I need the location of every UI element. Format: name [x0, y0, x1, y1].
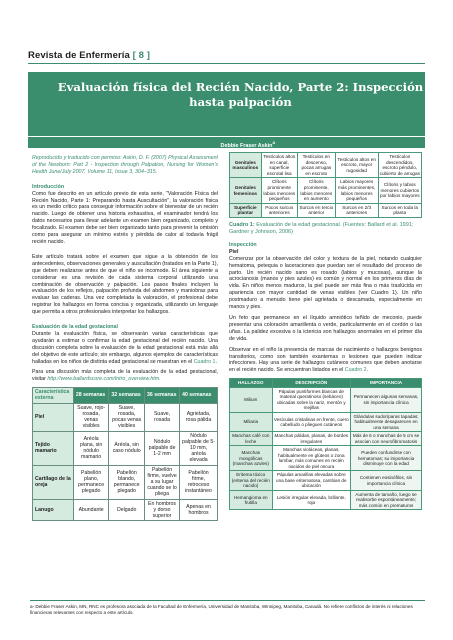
table-row-header: Piel: [33, 403, 74, 431]
right-column: [229, 152, 422, 510]
table-cell: Testículos descendidos, escroto péndulo, cubierto de arrugas: [378, 153, 421, 178]
table-header-cell: 36 semanas: [145, 388, 180, 403]
table-header-cell: Característica externa: [33, 388, 74, 403]
table-cell: Testículos altos en escroto, mayor rugosidad: [335, 153, 378, 178]
ballard-link[interactable]: http://www.ballardscore.com/intro_overview.htm.: [47, 376, 161, 383]
skin-paragraph-2: Un feto que permanece en el líquido amniótico teñido de meconio, puede presentar una coloración amarillenta o verde, particularmente en el cordón o las uñas. La palidez excesiva o la ictericia son hallazgos anormales en el primer día de vida.: [229, 315, 422, 342]
table-cell: Pabellón firme, vuelve a su lugar cuando se lo pliega: [145, 465, 180, 499]
table-cell: Surcos en toda la planta: [378, 203, 421, 217]
table-cell: Pápulas amarillas elevadas sobre una base eritematosa, cambian de ubicación: [272, 471, 351, 491]
intro-heading: Introducción: [32, 183, 65, 190]
skin-text-3: Observar en el niño la presencia de marcas de nacimiento o hallazgos benignos transitorios, como son también exantemas o lesiones que pueden indicar infecciones. Hay una serie de hallazgos cutáneos comunes que deben anotarse en el recién nacido. Se encuentran listados en el: [229, 346, 422, 374]
table-cell: Abundante: [73, 499, 108, 521]
table-cell: Testículos altos en canal, superficie escrotal lisa: [261, 153, 297, 178]
table-row: [230, 490, 422, 510]
table-row-header: Eritema tóxico (eritema del recién nacido): [230, 471, 273, 491]
journal-name: Revista de Enfermería: [28, 50, 130, 61]
caption-label: Cuadro 1:: [229, 221, 255, 228]
caption-text: Evaluación de la edad gestacional. (Fuentes: Ballard et al. 1991; Gardner y Johnson, 2006): [229, 221, 414, 235]
table-header-row: [230, 379, 422, 388]
table-cell: Más de 6 o manchas de 5 cm se asocian con neurofibromatosis: [351, 432, 422, 446]
table-header-row: [33, 388, 218, 403]
left-column: [32, 152, 218, 521]
table-cell: Agrietada, rosa pálida: [180, 403, 218, 431]
reproduction-note: Reproducido y traducido con permiso: Askin, D. F. (2007) Physical Assessment of the Newborn: Part 2 - Inspection through Palpation, Nursing for Women's Health June/July 2007, Volume 11, Issue 3, 304–315.: [32, 155, 218, 175]
gestational-table-part2: [229, 152, 422, 218]
skin-paragraph-1: Comenzar por la observación del color y textura de la piel, notando cualquier hematoma, petequia o laceraciones que puedan ser el resultado del proceso de parto. Un recién nacido sano es rosado (labios y mucosas), aunque la acrocianosis (manos y pies azules) es común y normal en los primeros días de vida. En niños menos maduros, la piel puede ser más fina o más traslúcida en apariencia con mayor cantidad de venas visibles (ver Cuadro 1). Un niño postmaduro a menudo tiene piel agrietada o descamada, especialmente en manos y pies.: [229, 255, 422, 311]
table-row-header: Miliaria: [230, 412, 273, 432]
table-row-header: Milium: [230, 387, 273, 412]
table-row-header: Tejido mamario: [33, 431, 74, 465]
table-row: [33, 403, 218, 431]
table-cell: Pápulas puntiformes blancas de material queratinoso (sebáceo) ubicadas sobre la nariz, mentón y mejillas: [272, 387, 351, 412]
skin-findings-table: [229, 378, 422, 510]
table-cell: Permanecen algunas semanas, sin importancia clínica: [351, 387, 422, 412]
table-row-header: Manchas café con leche: [230, 432, 273, 446]
gestational-paragraph-1: Durante la evaluación física, se observarán varias características que ayudarán a estimar o confirmar la edad gestacional del recién nacido. Una discusión completa sobre la evaluación de la edad gestacional está más allá del objetivo de este artículo; sin embargo, algunos ejemplos de características halladas en los niños de distinta edad gestacional se muestran en el Cuadro 1.: [32, 330, 218, 365]
gestational-text: Durante la evaluación física, se observarán varias características que ayudarán a estimar o confirmar la edad gestacional del recién nacido. Una discusión completa sobre la evaluación de la edad gestacional está más allá del objetivo de este artículo; sin embargo, algunos ejemplos de características halladas en los niños de distinta edad gestacional se muestran en el: [32, 330, 218, 365]
table-cell: Contienen eosinófilos, sin importancia clínica: [351, 471, 422, 491]
table-cell: Labios mayores más prominentes, labios menores pequeños: [335, 178, 378, 203]
table-row-header: Hemangioma en frutilla: [230, 490, 273, 510]
table-row: [33, 499, 218, 521]
table-cell: Clítoris y labios menores cubiertos por labios mayores: [378, 178, 421, 203]
table-cell: Pabellón plano, permanece plegado: [73, 465, 108, 499]
table-row: [230, 446, 422, 471]
table-cell: Testículos en descenso, pocas arrugas en escroto: [297, 153, 335, 178]
gestational-text-2: Para una discusión más completa de la evaluación de la edad gestacional, visitar: [32, 369, 218, 383]
cuadro-1-caption: [229, 222, 422, 236]
table-row-header: Superficie plantar: [230, 203, 262, 217]
skin-subheading: Piel: [229, 248, 239, 255]
intro-paragraph-2: Este artículo tratará sobre el examen que sigue a la obtención de los antecedentes, observaciones generales y auscultación (tratados en la Parte 1), que deben realizarse antes de que el niño se incomode. El área siguiente a considerar es una revisión de cada sistema corporal utilizando una combinación de observación y palpación. Los pasos finales incluyen la evaluación de los reflejos, palpación profunda del abdomen y maniobras para evaluar las caderas. Una vez completada la valoración, el profesional debe registrar los hallazgos en forma concisa y organizada, utilizando un lenguaje que permita a otros profesionales interpretar los hallazgos.: [32, 253, 218, 316]
inspection-heading: Inspección: [229, 241, 257, 248]
table-cell: Clítoris prominente, labios menores en aumento: [297, 178, 335, 203]
table-row: [230, 471, 422, 491]
gestational-paragraph-2: [32, 369, 218, 383]
table-header-cell: IMPORTANCIA: [351, 379, 422, 388]
table-cell: Lesión irregular elevada, brillante, roja: [272, 490, 351, 510]
table-cell: Manchas pálidas, planas, de bordes irregulares: [272, 432, 351, 446]
table-row-header: Cartílago de la oreja: [33, 465, 74, 499]
table-row: [230, 178, 422, 203]
table-cell: Nódulo palpable de 1-2 mm: [145, 431, 180, 465]
table-row: [230, 153, 422, 178]
table-header-cell: 40 semanas: [180, 388, 218, 403]
table-cell: Suave, rosada, pocas venas visibles: [109, 403, 145, 431]
table-row-header: Lanugo: [33, 499, 74, 521]
author-footnote: a- Debbie Fraser Askin, MN, RNC es profesora asociada de la Facultad de Enfermería, Universidad de Manitoba, Winnipeg, Manitoba, Canadá. No refiere conflictos de interés ni relaciones financieras relevantes con respecto a este artículo.: [30, 600, 425, 616]
table-cell: Apenas en hombros: [180, 499, 218, 521]
table-cell: Aréola plana, sin nódulo mamario: [73, 431, 108, 465]
table-cell: Aréola, sin caso nódulo: [109, 431, 145, 465]
table-cell: Glándulas sudoríparas tapadas; habitualmente desaparecen en una semana: [351, 412, 422, 432]
table-cell: Surcos en 2/3 anteriores: [335, 203, 378, 217]
table-cell: En hombros y dorso superior: [145, 499, 180, 521]
table-row: [230, 203, 422, 217]
gestational-table-part1: [32, 387, 218, 521]
table-header-cell: HALLAZGO: [230, 379, 273, 388]
table-row: [33, 431, 218, 465]
table-row-header: Manchas mongólicas (manchas azules): [230, 446, 273, 471]
intro-paragraph-1: Como fue descrito en un artículo previo de esta serie, "Valoración Física del Recién Nacido, Parte 1: Preparando hasta Auscultación", la valoración física es un medio crítico para conseguir información sobre el bienestar de un recién nacido. Luego de obtener una historia exhaustiva, el examinador tendrá los datos necesarios para llevar adelante un examen bien organizado, completo y focalizado. El examen debe ser bien organizado tanto para prevenir la omisión como para asegurar un mínimo estrés y pérdida de calor al todavía frágil recién nacido.: [32, 190, 218, 245]
table-row-header: Genitales masculinos: [230, 153, 262, 178]
table-cell: Nódulo palpable de 5-10 mm, aréola elevada: [180, 431, 218, 465]
table-cell: Suave, rosada: [145, 403, 180, 431]
table-cell: Surcos en tercio anterior: [297, 203, 335, 217]
journal-issue: [ 8 ]: [132, 50, 151, 61]
table-header-cell: DESCRIPCIÓN: [272, 379, 351, 388]
table-header-cell: 32 semanas: [109, 388, 145, 403]
article-title: Evaluación física del Recién Nacido, Parte 2: Inspección hasta palpación: [57, 80, 424, 109]
table-row: [230, 432, 422, 446]
table-cell: Pueden confundirse con hematomas; su importancia disminuye con la edad: [351, 446, 422, 471]
table-cell: Pocos surcos anteriores: [261, 203, 297, 217]
author-name: Debbie Fraser Askin: [220, 142, 273, 149]
gestational-heading: Evaluación de la edad gestacional: [32, 324, 118, 331]
table-cell: Clítoris prominente labios menores pequeños: [261, 178, 297, 203]
table-cell: Suave, rojo-rosada, venas visibles: [73, 403, 108, 431]
skin-paragraph-3: Observar en el niño la presencia de marcas de nacimiento o hallazgos benignos transitorios, como son también exantemas o lesiones que pueden indicar infecciones. Hay una serie de hallazgos cutáneos comunes que deben anotarse en el recién nacido. Se encuentran listados en el Cuadro 2.: [229, 346, 422, 374]
table-cell: Pabellón firme, retroceso instantáneo: [180, 465, 218, 499]
table-cell: Delgado: [109, 499, 145, 521]
table-row: [33, 465, 218, 499]
table-cell: Pabellón blando, permanece plegado: [109, 465, 145, 499]
table-cell: Aumenta de tamaño, luego se reabsorbe espontáneamente; más común en prematuros: [351, 490, 422, 510]
table-row: [230, 412, 422, 432]
table-header-cell: 28 semanas: [73, 388, 108, 403]
table-cell: Manchas violáceas, planas, habitualmente en glúteos o zona lumbar, más comunes en recién nacidos de piel oscura: [272, 446, 351, 471]
journal-header: [28, 50, 150, 61]
cuadro-1-link[interactable]: Cuadro 1: [193, 358, 216, 365]
header-rule: [28, 63, 425, 64]
table-cell: Vesículas cristalinas en frente, cuero cabelludo o pliegues cutáneos: [272, 412, 351, 432]
table-row: [230, 387, 422, 412]
author-bar: Debbie Fraser Askin$^a$: [28, 137, 425, 148]
table-row-header: Genitales femeninos: [230, 178, 262, 203]
cuadro-2-link[interactable]: Cuadro 2: [344, 367, 367, 374]
